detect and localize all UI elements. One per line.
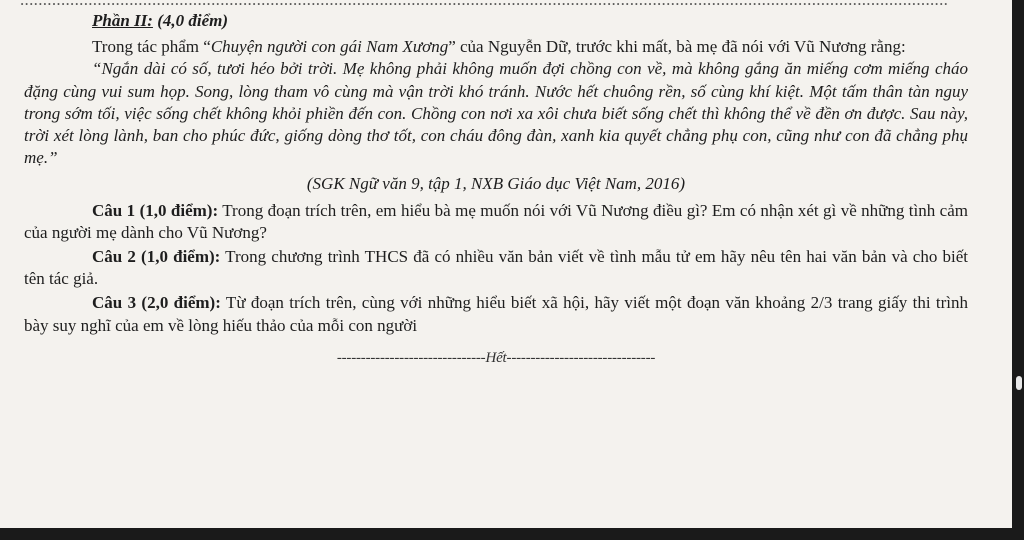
source-citation: (SGK Ngữ văn 9, tập 1, NXB Giáo dục Việt Nam, 2016) xyxy=(306,174,686,194)
end-mark: -------------------------------Hết------------------------------- xyxy=(336,349,656,366)
question-2-label: Câu 2 (1,0 điểm): xyxy=(92,247,221,267)
question-1-text: Trong đoạn trích trên, em hiểu bà mẹ muốn nói với Vũ Nương điều gì? Em có nhận xét gì về những tình cảm của người mẹ dành cho Vũ Nương? xyxy=(24,200,968,242)
previous-section-cut-text xyxy=(20,0,960,10)
question-2-text: Trong chương trình THCS đã có nhiều văn bản viết về tình mẫu tử em hãy nêu tên hai văn bản và cho biết tên tác giả. xyxy=(24,247,968,289)
question-3 xyxy=(24,292,968,336)
intro-prefix: Trong tác phẩm “ xyxy=(92,37,211,57)
question-2 xyxy=(24,246,968,290)
section-heading-label: Phần II: xyxy=(92,11,153,30)
question-1 xyxy=(24,200,968,244)
section-heading xyxy=(92,10,968,32)
work-title: Chuyện người con gái Nam Xương xyxy=(210,37,449,57)
question-1-label: Câu 1 (1,0 điểm): xyxy=(92,200,219,220)
question-3-label: Câu 3 (2,0 điểm): xyxy=(92,293,221,313)
scroll-indicator[interactable] xyxy=(1016,376,1022,390)
section-heading-points: (4,0 điểm) xyxy=(152,11,229,30)
intro-suffix: ” của Nguyễn Dữ, trước khi mất, bà mẹ đã nói với Vũ Nương rằng: xyxy=(448,37,906,57)
intro-paragraph xyxy=(24,36,968,58)
quote-paragraph: “Ngắn dài có số, tươi héo bởi trời. Mẹ không phải không muốn đợi chồng con về, mà không gắng ăn miếng cơm miếng cháo đặng cùng vui sum họp. Song, lòng tham vô cùng mà vận trời khó tránh. Nước hết chuông rền, số cùng khí kiệt. Một tấm thân tàn nguy trong sớm tối, việc sống chết không khỏi phiền đến con. Chồng con nơi xa xôi chưa biết sống chết thì không thể về đền ơn được. Sau này, trời xét lòng lành, ban cho phúc đức, giống dòng thơ tốt, con cháu đông đàn, xanh kia quyết chẳng phụ con, cũng như con đã chẳng phụ mẹ.” xyxy=(24,59,968,168)
question-3-text: Từ đoạn trích trên, cùng với những hiểu biết xã hội, hãy viết một đoạn văn khoảng 2/3 trang giấy thi trình bày suy nghĩ của em về lòng hiếu thảo của mỗi con người xyxy=(24,293,968,335)
exam-content xyxy=(24,10,968,369)
